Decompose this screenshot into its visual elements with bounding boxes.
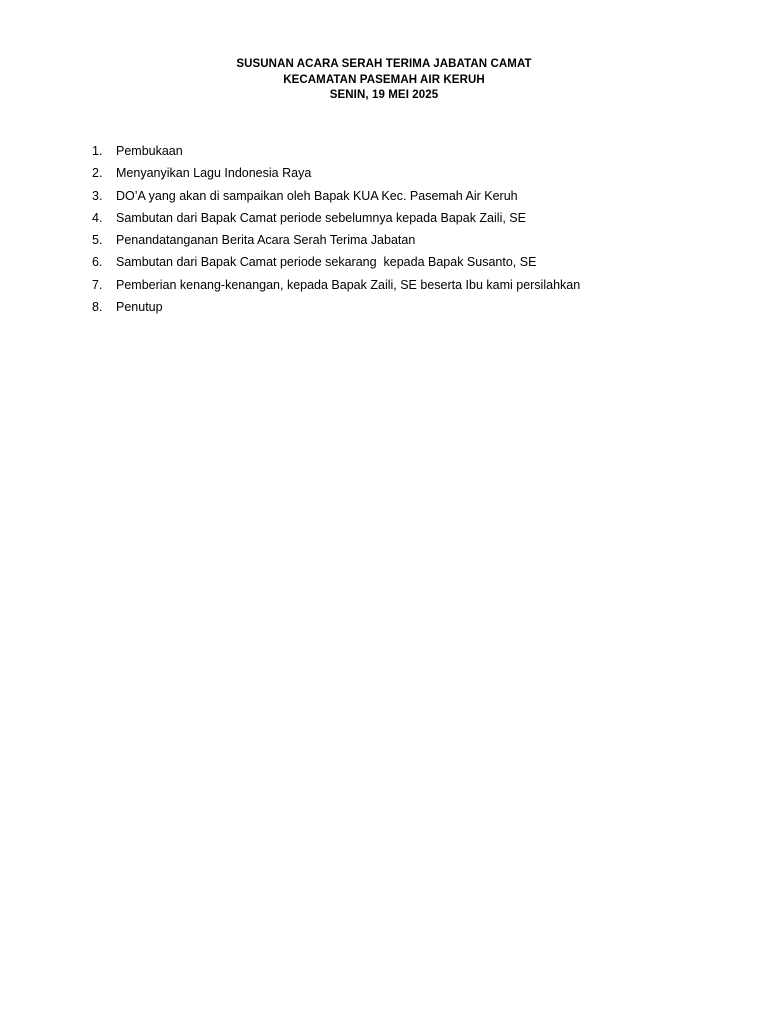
title-line-3: SENIN, 19 MEI 2025 (329, 89, 439, 101)
agenda-item-number: 2. (92, 166, 103, 181)
agenda-item-number: 4. (92, 210, 103, 225)
title-line-2: KECAMATAN PASEMAH AIR KERUH (283, 73, 485, 86)
agenda-item-text: Sambutan dari Bapak Camat periode sebelumnya kepada Bapak Zaili, SE (116, 210, 526, 225)
agenda-item-text: Pemberian kenang-kenangan, kepada Bapak Zaili, SE beserta Ibu kami persilahkan (116, 277, 581, 292)
agenda-item-number: 1. (92, 144, 103, 158)
agenda-item (92, 142, 580, 164)
document-header (0, 57, 768, 104)
agenda-item-number: 7. (92, 277, 103, 292)
agenda-item (92, 164, 580, 186)
agenda-item-number: 6. (92, 255, 103, 270)
agenda-item (92, 231, 580, 253)
agenda-item (92, 298, 580, 320)
agenda-item-number: 8. (92, 300, 103, 315)
agenda-list (92, 142, 580, 320)
agenda-item (92, 253, 580, 275)
agenda-item (92, 187, 580, 209)
title-line-1: SUSUNAN ACARA SERAH TERIMA JABATAN CAMAT (236, 58, 532, 70)
agenda-item-text: DO’A yang akan di sampaikan oleh Bapak KUA Kec. Pasemah Air Keruh (116, 188, 518, 203)
agenda-item-text: Menyanyikan Lagu Indonesia Raya (116, 166, 312, 181)
agenda-item-number: 3. (92, 188, 103, 203)
agenda-item-number: 5. (92, 233, 103, 248)
agenda-item-text: Pembukaan (116, 144, 183, 158)
agenda-item (92, 209, 580, 231)
agenda-item-text: Penutup (116, 300, 163, 315)
agenda-item-text: Penandatanganan Berita Acara Serah Terima Jabatan (116, 233, 416, 248)
agenda-item (92, 276, 580, 298)
agenda-item-text: Sambutan dari Bapak Camat periode sekarang kepada Bapak Susanto, SE (116, 255, 537, 270)
